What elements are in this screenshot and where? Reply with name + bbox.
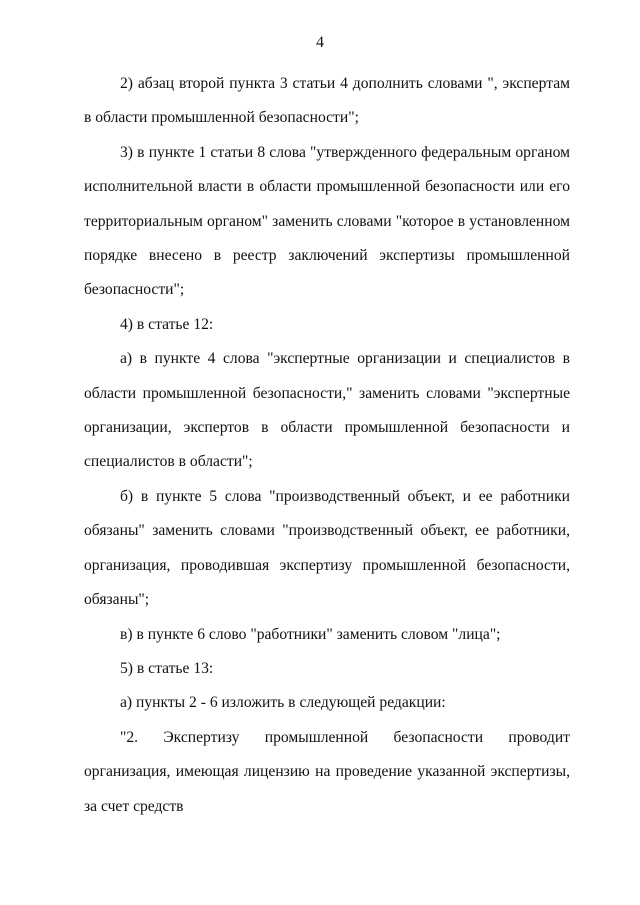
paragraph-amend-3: 3) в пункте 1 статьи 8 слова "утвержденного федеральным органом исполнительной власти в области промышленной безопасности или его территориальным органом" заменить словами "которое в установленном порядке внесено в реестр заключений экспертизы промышленной безопасности"; bbox=[84, 143, 570, 299]
paragraph-amend-5: 5) в статье 13: bbox=[120, 659, 214, 677]
page-number: 4 bbox=[316, 34, 324, 51]
paragraph-amend-4: 4) в статье 12: bbox=[120, 315, 214, 333]
paragraph-amend-5a: а) пункты 2 - 6 изложить в следующей редакции: bbox=[120, 694, 446, 712]
paragraph-new-clause-2: "2. Экспертизу промышленной безопасности проводит организация, имеющая лицензию на проведение указанной экспертизы, за счет средств bbox=[84, 728, 570, 815]
paragraph-amend-2: 2) абзац второй пункта 3 статьи 4 дополнить словами ", экспертам в области промышленной безопасности"; bbox=[84, 75, 570, 127]
document-body bbox=[84, 67, 570, 824]
paragraph-amend-4v: в) в пункте 6 слово "работники" заменить словом "лица"; bbox=[120, 625, 501, 643]
paragraph-amend-4b: б) в пункте 5 слова "производственный объект, и ее работники обязаны" заменить словами "производственный объект, ее работники, организация, проводившая экспертизу промышленной безопасности, обязаны"; bbox=[84, 487, 570, 609]
paragraph-amend-4a: а) в пункте 4 слова "экспертные организации и специалистов в области промышленной безопасности," заменить словами "экспертные организации, экспертов в области промышленной безопасности и специалистов в области"; bbox=[84, 350, 570, 471]
